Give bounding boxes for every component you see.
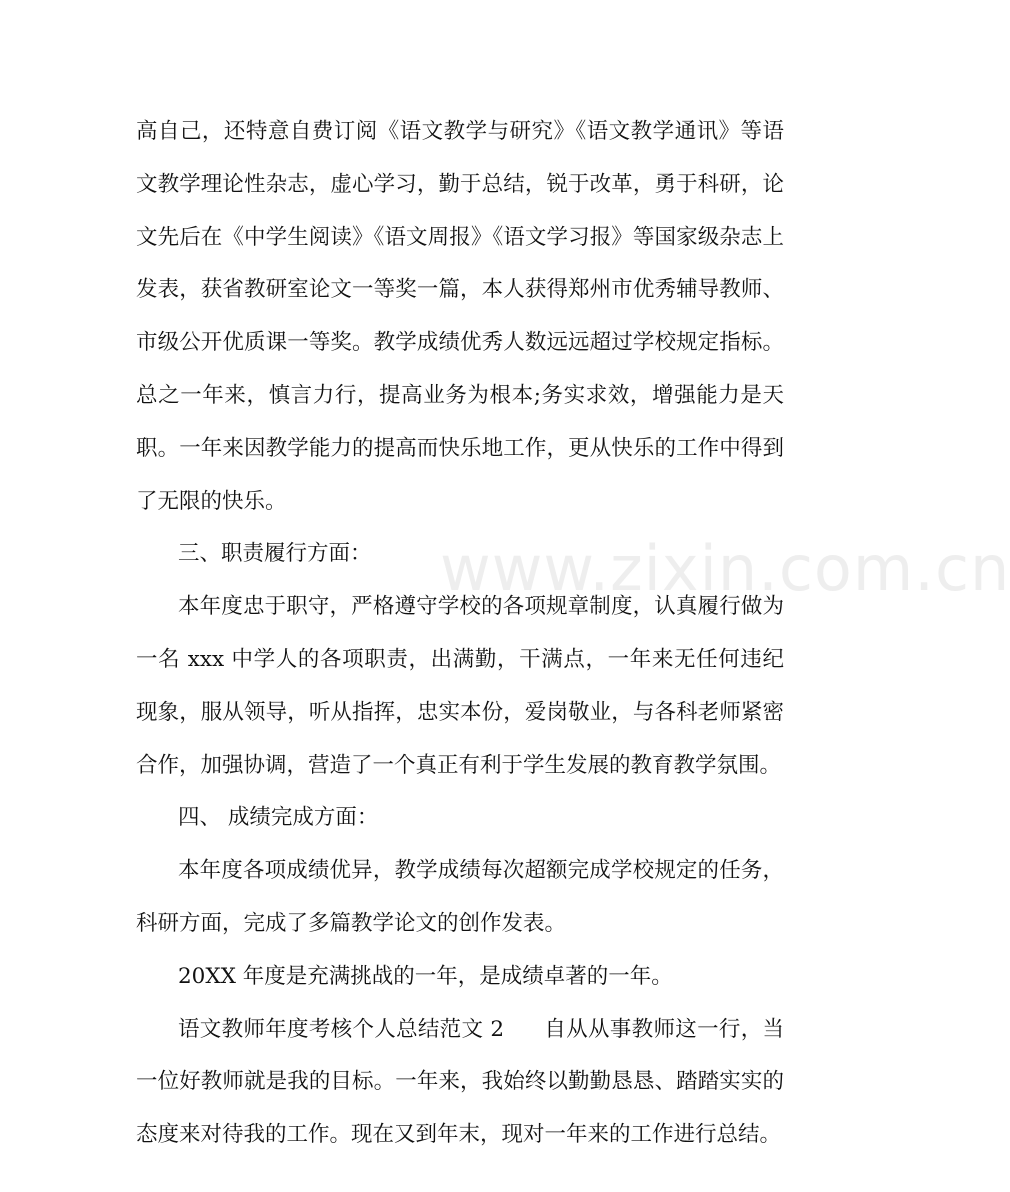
next-article-title: 语文教师年度考核个人总结范文 2 bbox=[178, 1016, 505, 1042]
paragraph-next-article bbox=[136, 1004, 784, 1162]
paragraph-achievements: 本年度各项成绩优异，教学成绩每次超额完成学校规定的任务，科研方面，完成了多篇教学论文的创作发表。 bbox=[136, 858, 784, 936]
paragraph-duties: 本年度忠于职守，严格遵守学校的各项规章制度，认真履行做为一名 xxx 中学人的各项职责，出满勤，干满点，一年来无任何违纪现象，服从领导，听从指挥，忠实本份，爱岗敬业，与各科老师紧密合作，加强协调，营造了一个真正有利于学生发展的教育教学氛围。 bbox=[136, 594, 784, 778]
watermark-text: www.zixin.com.cn bbox=[440, 532, 1010, 605]
paragraph-year-summary: 20XX 年度是充满挑战的一年，是成绩卓著的一年。 bbox=[178, 963, 673, 989]
next-article-body: 自从从事教师这一行，当一位好教师就是我的目标。一年来，我始终以勤勤恳恳、踏踏实实的态度来对待我的工作。现在又到年末，现对一年来的工作进行总结。 bbox=[136, 1016, 784, 1148]
paragraph-continuation: 高自己，还特意自费订阅《语文教学与研究》《语文教学通讯》等语文教学理论性杂志，虚心学习，勤于总结，锐于改革，勇于科研，论文先后在《中学生阅读》《语文周报》《语文学习报》等国家级杂志上发表，获省教研室论文一等奖一篇，本人获得郑州市优秀辅导教师、市级公开优质课一等奖。教学成绩优秀人数远远超过学校规定指标。总之一年来，慎言力行，提高业务为根本;务实求效，增强能力是天职。一年来因教学能力的提高而快乐地工作，更从快乐的工作中得到了无限的快乐。 bbox=[136, 119, 784, 514]
section-heading-duties: 三、职责履行方面： bbox=[178, 541, 372, 567]
section-heading-achievements: 四、 成绩完成方面： bbox=[178, 805, 379, 831]
document-body bbox=[136, 106, 784, 1162]
